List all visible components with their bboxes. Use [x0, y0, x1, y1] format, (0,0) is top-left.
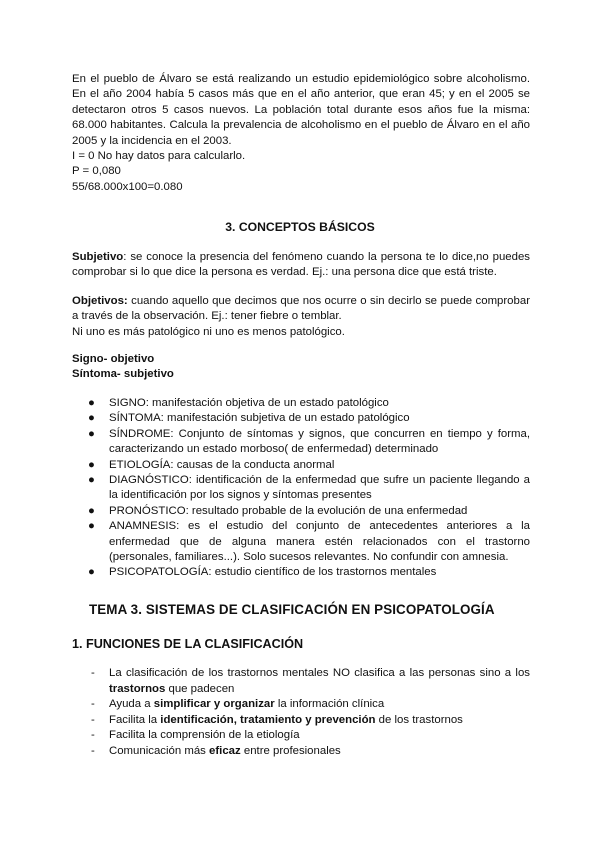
- objetivos-text: cuando aquello que decimos que nos ocurre o sin decirlo se puede comprobar a través de la observación. Ej.: tener fiebre o temblar.: [72, 295, 530, 323]
- bullet-icon: ●: [88, 474, 95, 487]
- bullet-icon: ●: [88, 504, 95, 517]
- objetivos-definition: [72, 294, 530, 340]
- concepts-bullet-list: [88, 396, 530, 581]
- list-item: ● SÍNTOMA: manifestación subjetiva de un estado patológico: [88, 411, 530, 426]
- list-item: ● ETIOLOGÍA: causas de la conducta anormal: [88, 458, 530, 473]
- sintoma-line: Síntoma- subjetivo: [72, 368, 174, 381]
- bullet-icon: ●: [88, 427, 95, 440]
- chapter-heading-tema3: TEMA 3. SISTEMAS DE CLASIFICACIÓN EN PSICOPATOLOGÍA: [89, 602, 495, 617]
- intro-calculation-line: 55/68.000x100=0.080: [72, 180, 183, 193]
- intro-paragraph: En el pueblo de Álvaro se está realizando un estudio epidemiológico sobre alcoholismo. En el año 2004 había 5 casos más que en el año anterior, que eran 45; y en el 2005 se detectaron otros 5 casos nuevos. La población total durante esos años fue la misma: 68.000 habitantes. Calcula la prevalencia de alcoholismo en el pueblo de Álvaro en el año 2005 y la incidencia en el 2003.: [72, 73, 530, 147]
- objetivos-note: Ni uno es más patológico ni uno es menos patológico.: [72, 325, 345, 338]
- subjetivo-text: : se conoce la presencia del fenómeno cuando la persona te lo dice,no puedes comprobar si lo que dice la persona es verdad. Ej.: una persona dice que está triste.: [72, 251, 530, 279]
- section-heading-conceptos: 3. CONCEPTOS BÁSICOS: [225, 220, 375, 234]
- bullet-icon: ●: [88, 412, 95, 425]
- bullet-icon: ●: [88, 566, 95, 579]
- list-item: ● PSICOPATOLOGÍA: estudio científico de los trastornos mentales: [88, 565, 530, 580]
- intro-incidence-line: I = 0 No hay datos para calcularlo.: [72, 150, 246, 163]
- list-item: - Comunicación más eficaz entre profesionales: [91, 744, 530, 760]
- signo-line: Signo- objetivo: [72, 353, 155, 365]
- bullet-icon: ●: [88, 458, 95, 471]
- list-item: ● ANAMNESIS: es el estudio del conjunto de antecedentes anteriores a la enfermedad que de alguna manera estén relacionados con el trastorno (personales, familiares...). Solo sucesos relevantes. No confundir con amnesia.: [88, 520, 530, 564]
- list-item: ● DIAGNÓSTICO: identificación de la enfermedad que sufre un paciente llegando a la identificación por los signos y síntomas presentes: [88, 474, 530, 502]
- list-item: - Facilita la comprensión de la etiología: [91, 728, 530, 744]
- subsection-heading-funciones: 1. FUNCIONES DE LA CLASIFICACIÓN: [72, 637, 304, 651]
- dash-icon: -: [91, 667, 95, 679]
- subjetivo-definition: [72, 250, 530, 281]
- list-item: - La clasificación de los trastornos mentales NO clasifica a las personas sino a los trastornos que padecen: [91, 667, 530, 695]
- intro-prevalence-line: P = 0,080: [72, 165, 121, 178]
- list-item: ● SÍNDROME: Conjunto de síntomas y signos, que concurren en tiempo y forma, caracterizando un estado morboso( de enfermedad) determinado: [88, 427, 530, 456]
- list-item: ● SIGNO: manifestación objetiva de un estado patológico: [88, 396, 530, 411]
- dash-icon: -: [91, 713, 95, 726]
- bullet-icon: ●: [88, 397, 95, 409]
- funciones-dash-list: [91, 666, 530, 760]
- dash-icon: -: [91, 744, 95, 757]
- signo-sintoma-summary: [72, 352, 530, 383]
- intro-exercise: [72, 72, 530, 195]
- dash-icon: -: [91, 698, 95, 711]
- list-item: - Facilita la identificación, tratamiento y prevención de los trastornos: [91, 713, 530, 729]
- dash-icon: -: [91, 729, 95, 742]
- list-item: - Ayuda a simplificar y organizar la información clínica: [91, 697, 530, 713]
- list-item: ● PRONÓSTICO: resultado probable de la evolución de una enfermedad: [88, 504, 530, 519]
- objetivos-term: Objetivos:: [72, 295, 128, 307]
- subjetivo-term: Subjetivo: [72, 251, 124, 263]
- bullet-icon: ●: [88, 520, 95, 533]
